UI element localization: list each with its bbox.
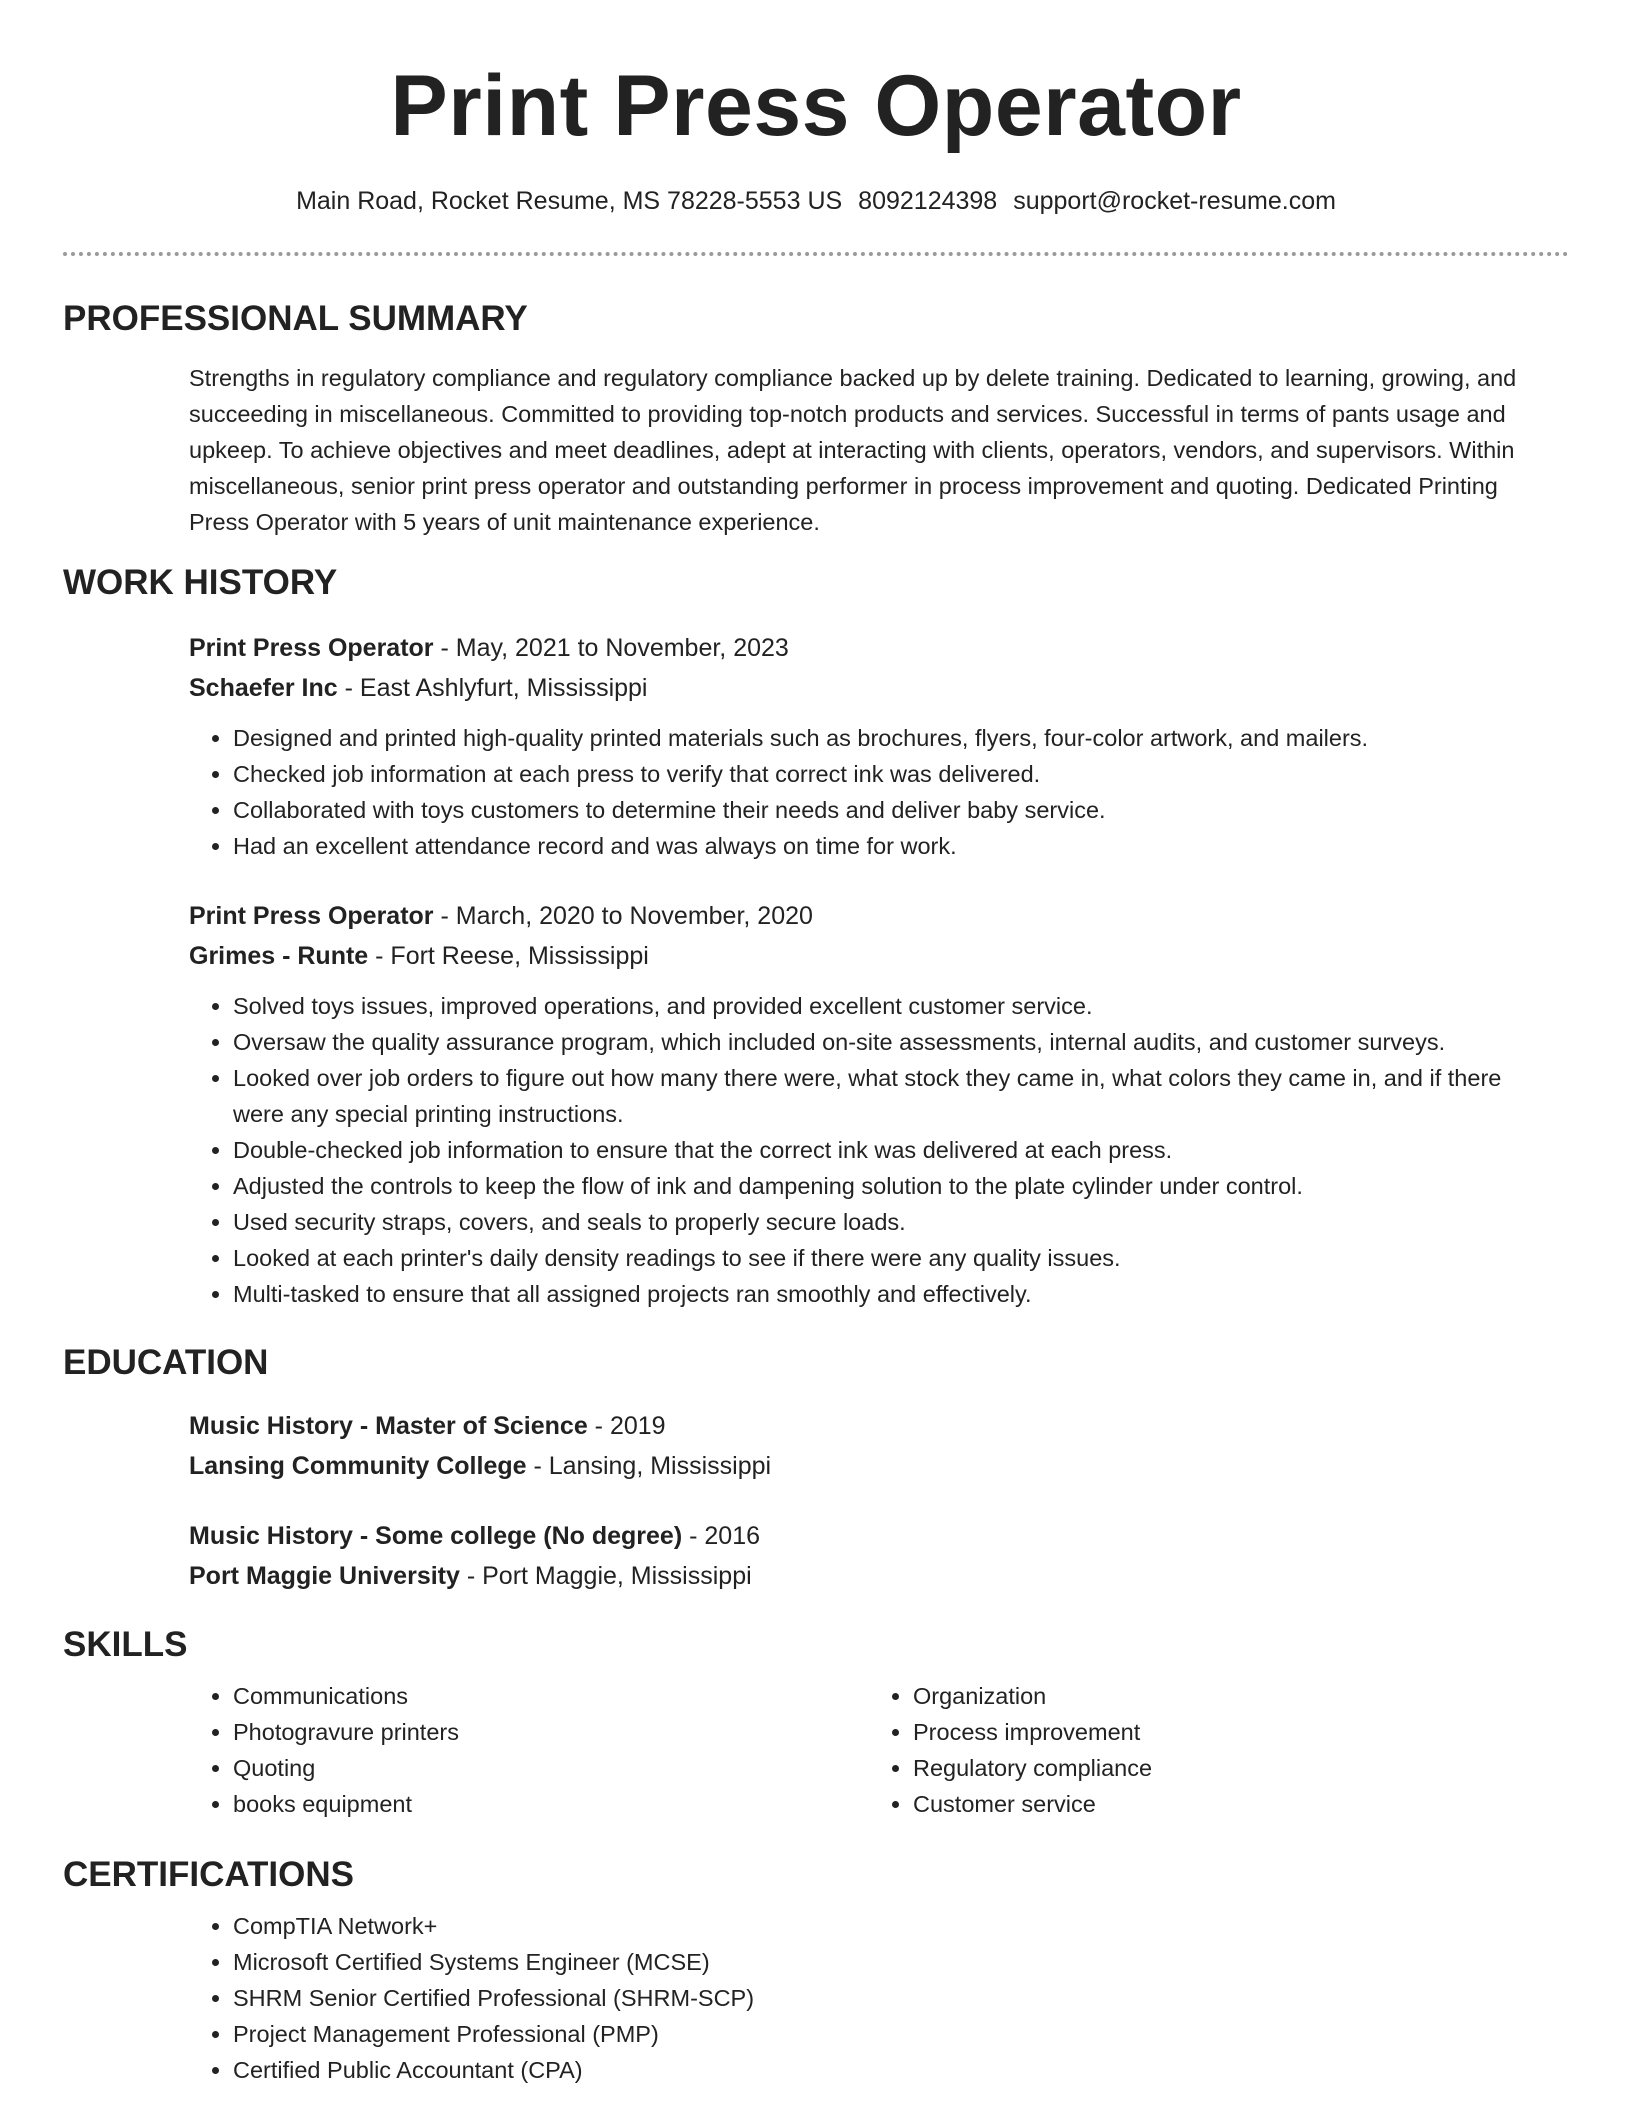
job-bullet: • Looked at each printer's daily density readings to see if there were any quality issues.	[233, 1240, 1549, 1276]
skill-item: • Organization	[913, 1678, 1549, 1714]
job-company-line	[189, 668, 1549, 708]
certifications-section	[63, 1854, 1569, 2088]
degree-line	[189, 1406, 1549, 1446]
school-line	[189, 1446, 1549, 1486]
degree: Music History - Some college (No degree)	[189, 1522, 683, 1550]
job-title-line	[189, 896, 1549, 936]
degree-year: - 2016	[682, 1522, 761, 1550]
job-bullet: • Used security straps, covers, and seals to properly secure loads.	[233, 1204, 1549, 1240]
job-bullet: • Oversaw the quality assurance program, which included on-site assessments, internal audits, and customer surveys.	[233, 1024, 1549, 1060]
job-company: Schaefer Inc	[189, 674, 338, 702]
job-bullets	[189, 720, 1549, 864]
skills-section	[63, 1624, 1569, 1822]
phone: 8092124398	[858, 187, 998, 215]
contact-line	[63, 184, 1569, 218]
certifications-list	[189, 1908, 1549, 2088]
skill-item: • books equipment	[233, 1786, 869, 1822]
job-title-line	[189, 628, 1549, 668]
education-entry	[189, 1516, 1549, 1596]
job-bullet: • Multi-tasked to ensure that all assigned projects ran smoothly and effectively.	[233, 1276, 1549, 1312]
education-section	[63, 1342, 1569, 1596]
skill-item: • Photogravure printers	[233, 1714, 869, 1750]
skill-item: • Regulatory compliance	[913, 1750, 1549, 1786]
summary-text: Strengths in regulatory compliance and regulatory compliance backed up by delete training. Dedicated to learning, growing, and succeeding in miscellaneous. Committed to providing top-notch products and services. Successful in terms of pants usage and upkeep. To achieve objectives and meet deadlines, adept at interacting with clients, operators, vendors, and supervisors. Within miscellaneous, senior print press operator and outstanding performer in process improvement and quoting. Dedicated Printing Press Operator with 5 years of unit maintenance experience.	[189, 365, 1517, 535]
job-location: - East Ashlyfurt, Mississippi	[337, 674, 648, 702]
summary-title: PROFESSIONAL SUMMARY	[63, 299, 528, 338]
degree: Music History - Master of Science	[189, 1412, 588, 1440]
job-bullet: • Adjusted the controls to keep the flow of ink and dampening solution to the plate cylinder under control.	[233, 1168, 1549, 1204]
skill-item: • Quoting	[233, 1750, 869, 1786]
skill-item: • Communications	[233, 1678, 869, 1714]
summary-body	[63, 360, 1569, 540]
job-bullet: • Designed and printed high-quality printed materials such as brochures, flyers, four-color artwork, and mailers.	[233, 720, 1549, 756]
skills-list-right	[869, 1678, 1549, 1822]
degree-line	[189, 1516, 1549, 1556]
job-company-line	[189, 936, 1549, 976]
school-line	[189, 1556, 1549, 1596]
job-bullets	[189, 988, 1549, 1312]
work-history-section	[63, 562, 1569, 1312]
certification-item: • Microsoft Certified Systems Engineer (MCSE)	[233, 1944, 1549, 1980]
school-location: - Port Maggie, Mississippi	[459, 1562, 752, 1590]
job-bullet: • Solved toys issues, improved operations, and provided excellent customer service.	[233, 988, 1549, 1024]
degree-year: - 2019	[587, 1412, 666, 1440]
education-entry	[189, 1406, 1549, 1486]
job-role: Print Press Operator	[189, 634, 434, 662]
job-bullet: • Double-checked job information to ensure that the correct ink was delivered at each press.	[233, 1132, 1549, 1168]
school-location: - Lansing, Mississippi	[526, 1452, 772, 1480]
work-history-body	[63, 628, 1569, 1312]
skills-grid	[63, 1666, 1569, 1822]
education-body	[63, 1406, 1569, 1596]
certifications-body	[63, 1908, 1569, 2088]
school: Lansing Community College	[189, 1452, 527, 1480]
job-location: - Fort Reese, Mississippi	[368, 942, 649, 970]
job-entry	[189, 896, 1549, 1312]
job-company: Grimes - Runte	[189, 942, 369, 970]
email: support@rocket-resume.com	[1013, 187, 1336, 215]
skill-item: • Process improvement	[913, 1714, 1549, 1750]
certifications-title: CERTIFICATIONS	[63, 1855, 355, 1894]
certification-item: • Project Management Professional (PMP)	[233, 2016, 1549, 2052]
summary-section	[63, 298, 1569, 540]
job-entry	[189, 628, 1549, 864]
certification-item: • Certified Public Accountant (CPA)	[233, 2052, 1549, 2088]
header-divider	[63, 252, 1569, 256]
work-history-title: WORK HISTORY	[63, 563, 338, 602]
job-dates: - March, 2020 to November, 2020	[433, 902, 813, 930]
certification-item: • CompTIA Network+	[233, 1908, 1549, 1944]
skills-list-left	[189, 1678, 869, 1822]
skills-title: SKILLS	[63, 1625, 188, 1664]
candidate-name: Print Press Operator	[390, 58, 1242, 154]
education-title: EDUCATION	[63, 1343, 269, 1382]
job-role: Print Press Operator	[189, 902, 434, 930]
school: Port Maggie University	[189, 1562, 460, 1590]
job-bullet: • Looked over job orders to figure out how many there were, what stock they came in, what colors they came in, and if there were any special printing instructions.	[233, 1060, 1549, 1132]
job-bullet: • Checked job information at each press to verify that correct ink was delivered.	[233, 756, 1549, 792]
certification-item: • SHRM Senior Certified Professional (SHRM-SCP)	[233, 1980, 1549, 2016]
job-dates: - May, 2021 to November, 2023	[433, 634, 789, 662]
address: Main Road, Rocket Resume, MS 78228-5553 US	[296, 187, 843, 215]
job-bullet: • Had an excellent attendance record and was always on time for work.	[233, 828, 1549, 864]
job-bullet: • Collaborated with toys customers to determine their needs and deliver baby service.	[233, 792, 1549, 828]
skill-item: • Customer service	[913, 1786, 1549, 1822]
